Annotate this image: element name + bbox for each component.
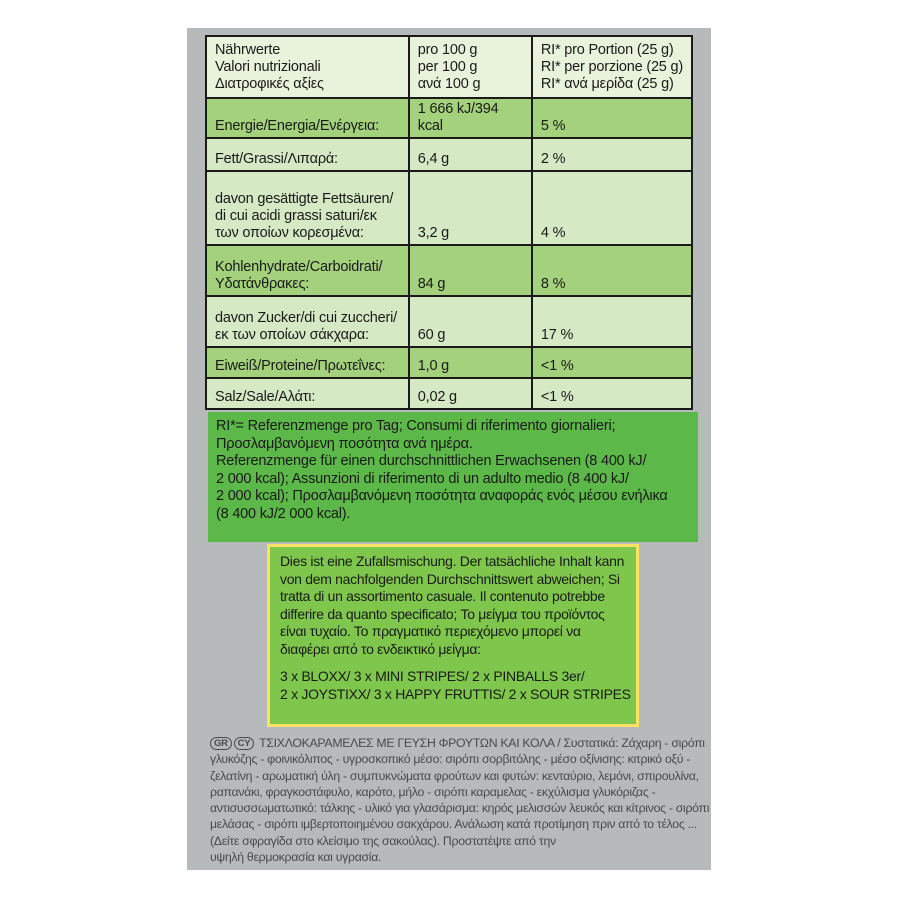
country-badge-cy: CY [234,737,255,750]
header-ri-per-portion: RI* pro Portion (25 g) RI* per porzione (25 g) RI* ανά μερίδα (25 g) [532,36,692,98]
row-ri: 8 % [532,245,692,296]
nutrition-row-energy [206,98,692,138]
row-label: Energie/Energia/Ενέργεια: [206,98,409,138]
nutrition-row-fat [206,138,692,171]
nutrition-row-carbohydrate [206,245,692,296]
row-per100: 1 666 kJ/394 kcal [409,98,532,138]
reference-intake-note: RI*= Referenzmenge pro Tag; Consumi di riferimento giornalieri; Προσλαμβανόμενη ποσότητα ανά ημέρα. Referenzmenge für einen durchschnittlichen Erwachsenen (8 400 kJ/ 2 000 kcal); Assunzioni di riferimento di un adulto medio (8 400 kJ/ 2 000 kcal); Προσλαμβανόμενη ποσότητα αναφοράς ενός μέσου ενήλικα (8 400 kJ/2 000 kcal). [208,412,698,542]
row-label: Salz/Sale/Αλάτι: [206,378,409,409]
row-ri: 2 % [532,138,692,171]
nutrition-row-salt [206,378,692,409]
row-label: davon gesättigte Fettsäuren/ di cui acidi grassi saturi/εκ των οποίων κορεσμένα: [206,171,409,245]
row-per100: 84 g [409,245,532,296]
row-per100: 3,2 g [409,171,532,245]
row-per100: 1,0 g [409,347,532,378]
ingredients-first-line: GR CY ΤΣΙΧΛΟΚΑΡΑΜΕΛΕΣ ΜΕ ΓΕΥΣΗ ΦΡΟΥΤΩΝ ΚΑΙ ΚΟΛΑ / Συστατικά: Ζάχαρη - σιρόπι [210,735,700,751]
row-ri: 5 % [532,98,692,138]
nutrition-row-saturates [206,171,692,245]
row-ri: 4 % [532,171,692,245]
row-label: Fett/Grassi/Λιπαρά: [206,138,409,171]
row-label: Eiweiß/Proteine/Πρωτεΐνες: [206,347,409,378]
spacer [280,658,626,668]
mix-contents-line: 3 x BLOXX/ 3 x MINI STRIPES/ 2 x PINBALLS 3er/ [280,668,585,684]
nutrition-header-row [206,36,692,98]
mix-contents-line: 2 x JOYSTIXX/ 3 x HAPPY FRUTTIS/ 2 x SOUR STRIPES [280,685,631,702]
row-per100: 6,4 g [409,138,532,171]
row-label: Kohlenhydrate/Carboidrati/ Υδατάνθρακες: [206,245,409,296]
row-per100: 60 g [409,296,532,347]
nutrition-row-protein [206,347,692,378]
row-ri: <1 % [532,347,692,378]
row-per100: 0,02 g [409,378,532,409]
greek-ingredients-text: GR CY ΤΣΙΧΛΟΚΑΡΑΜΕΛΕΣ ΜΕ ΓΕΥΣΗ ΦΡΟΥΤΩΝ ΚΑΙ ΚΟΛΑ / Συστατικά: Ζάχαρη - σιρόπι γλυκόζης - φοινικόλιπος - υγροσκοπικό μέσο: σιρόπι σορβιτόλης - μέσο οξίνισης: κιτρικό οξύ - ζελατίνη - αρωματική ύλη - συμπυκνώματα φρούτων και φυτών: κενταύριο, λεμόνι, σπιρουλίνα, ραπανάκι, φραγκοστάφυλο, καρότο, μήλο - σιρόπι καραμελας - εκχύλισμα γλυκόριζας - αντισυσσωματωτικό: τάλκης - υλικό για γλασάρισμα: κηρός μελισσών λευκός και κίτρινος - σιρόπι μελάσας - σιρόπι ιμβερτοποιημένου σακχάρου. Ανάλωση κατά προτίμηση πριν από το τέλος ... (Δείτε σφραγίδα στο κλείσιμο της σακούλας). Προστατέψτε από την υψηλή θερμοκρασία και υγρασία. [210,736,710,865]
header-nutrients: Nährwerte Valori nutrizionali Διατροφικές αξίες [206,36,409,98]
row-ri: 17 % [532,296,692,347]
row-ri: <1 % [532,378,692,409]
country-badge-gr: GR [210,737,232,750]
random-mix-note: Dies ist eine Zufallsmischung. Der tatsächliche Inhalt kann von dem nachfolgenden Durchschnittswert abweichen; Si tratta di un assortimento casuale. Il contenuto potrebbe differire da quanto specificato; Το μείγμα του προϊόντος είναι τυχαίο. Το πραγματικό περιεχόμενο μπορεί να διαφέρει από το ενδεικτικό μείγμα: 3 x BLOXX/ 3 x MINI STRIPES/ 2 x PINBALLS 3er/ 2 x JOYSTIXX/ 3 x HAPPY FRUTTIS/ 2 x SOUR STRIPES [267,544,639,727]
row-label: davon Zucker/di cui zuccheri/ εκ των οποίων σάκχαρα: [206,296,409,347]
nutrition-row-sugars [206,296,692,347]
header-per-100g: pro 100 g per 100 g ανά 100 g [409,36,532,98]
nutrition-table [205,35,693,410]
